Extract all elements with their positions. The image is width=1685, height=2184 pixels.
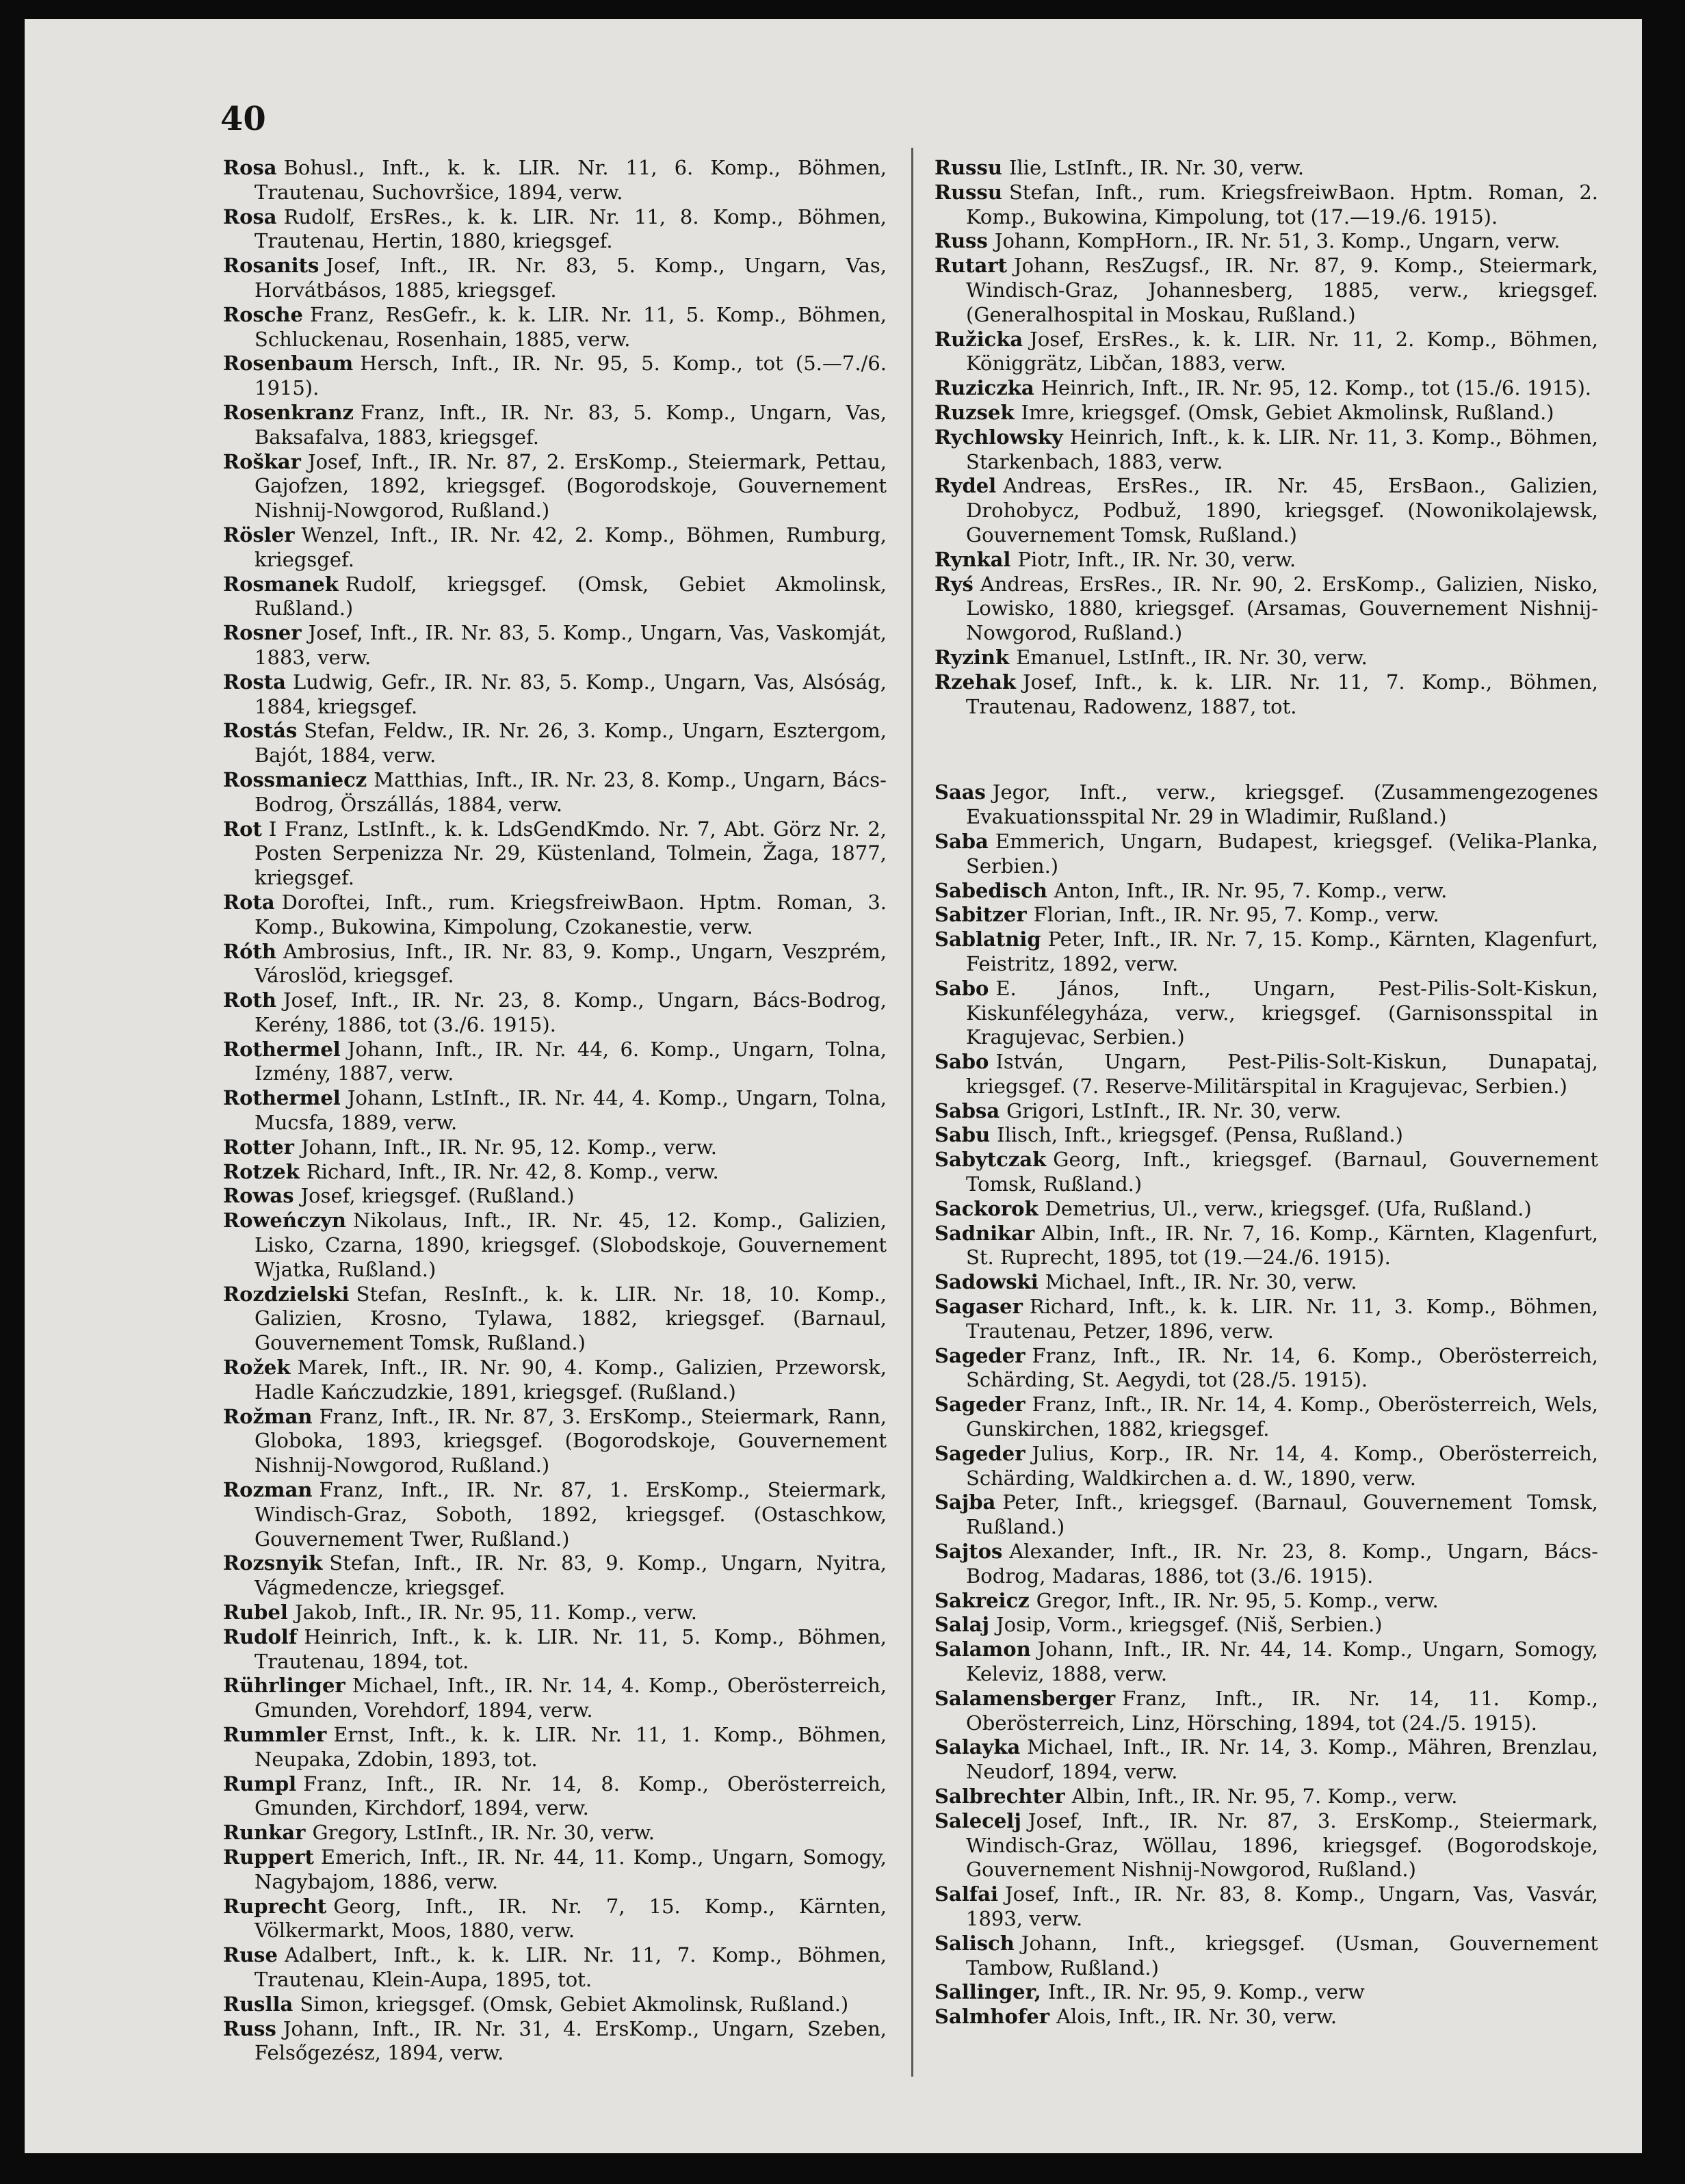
entry-details: Michael, Inft., IR. Nr. 30, verw. xyxy=(1045,1270,1357,1294)
register-entry xyxy=(223,573,887,622)
entry-details: Bohusl., Inft., k. k. LIR. Nr. 11, 6. Komp., Böhmen, Trautenau, Suchovršice, 1894, verw. xyxy=(254,156,887,204)
entry-surname: Sabu xyxy=(935,1123,991,1147)
entry-surname: Russu xyxy=(935,156,1002,179)
entry-details: Jakob, Inft., IR. Nr. 95, 11. Komp., verw. xyxy=(294,1601,698,1624)
entry-surname: Rubel xyxy=(223,1601,288,1624)
register-entry xyxy=(935,1809,1598,1882)
right-column-s-section xyxy=(935,780,1598,2029)
register-entry xyxy=(223,1674,887,1723)
entry-surname: Rowas xyxy=(223,1184,294,1208)
register-entry xyxy=(935,1882,1598,1932)
register-entry xyxy=(223,1086,887,1135)
register-entry xyxy=(935,401,1598,425)
register-entry xyxy=(935,1442,1598,1491)
register-entry xyxy=(223,1821,887,1845)
entry-details: Emerich, Inft., IR. Nr. 44, 11. Komp., Ungarn, Somogy, Nagybajom, 1886, verw. xyxy=(254,1845,887,1893)
entry-details: Anton, Inft., IR. Nr. 95, 7. Komp., verw. xyxy=(1054,878,1448,902)
register-entry xyxy=(223,988,887,1038)
left-column xyxy=(223,156,887,2066)
entry-details: Andreas, ErsRes., IR. Nr. 45, ErsBaon., Galizien, Drohobycz, Podbuž, 1890, kriegsgef. (Nowonikolajewsk, Gouvernement Tomsk, Rußland.) xyxy=(966,474,1598,547)
register-entry xyxy=(935,1050,1598,1099)
entry-details: Josef, kriegsgef. (Rußland.) xyxy=(300,1184,575,1208)
register-entry xyxy=(223,1478,887,1551)
entry-surname: Rostás xyxy=(223,719,298,743)
entry-surname: Salaj xyxy=(935,1613,990,1637)
register-entry xyxy=(223,1405,887,1478)
register-entry xyxy=(935,1637,1598,1687)
entry-surname: Rosa xyxy=(223,156,277,179)
register-entry xyxy=(223,670,887,720)
entry-details: Franz, Inft., IR. Nr. 14, 11. Komp., Oberösterreich, Linz, Hörsching, 1894, tot (24./5. 1915). xyxy=(966,1686,1598,1735)
register-entry xyxy=(223,352,887,401)
register-entry xyxy=(935,780,1598,830)
entry-surname: Salecelj xyxy=(935,1808,1021,1832)
entry-surname: Rožman xyxy=(223,1404,313,1428)
entry-details: Simon, kriegsgef. (Omsk, Gebiet Akmolinsk, Rußland.) xyxy=(300,1992,849,2016)
register-entry xyxy=(935,927,1598,977)
entry-surname: Rudolf xyxy=(223,1624,298,1648)
entry-details: Franz, Inft., IR. Nr. 14, 6. Komp., Oberösterreich, Schärding, St. Aegydi, tot (28./5. 1915). xyxy=(966,1343,1598,1392)
entry-details: Johann, Inft., kriegsgef. (Usman, Gouvernement Tambow, Rußland.) xyxy=(966,1931,1598,1979)
entry-surname: Róth xyxy=(223,939,276,963)
register-entry xyxy=(935,548,1598,573)
register-entry xyxy=(223,940,887,989)
entry-details: Piotr, Inft., IR. Nr. 30, verw. xyxy=(1017,547,1296,571)
entry-details: Heinrich, Inft., k. k. LIR. Nr. 11, 3. Komp., Böhmen, Starkenbach, 1883, verw. xyxy=(966,425,1598,473)
entry-surname: Russ xyxy=(935,229,988,253)
entry-details: Josip, Vorm., kriegsgef. (Niš, Serbien.) xyxy=(996,1613,1383,1637)
entry-details: Doroftei, Inft., rum. KriegsfreiwBaon. Hptm. Roman, 3. Komp., Bukowina, Kimpolung, Czokanestie, verw. xyxy=(254,890,887,938)
register-entry xyxy=(935,328,1598,377)
register-entry xyxy=(223,1625,887,1674)
entry-details: Johann, Inft., IR. Nr. 95, 12. Komp., verw. xyxy=(300,1135,717,1159)
entry-surname: Rotzek xyxy=(223,1159,300,1183)
entry-surname: Sageder xyxy=(935,1343,1026,1367)
register-entry xyxy=(935,1589,1598,1614)
entry-surname: Rožek xyxy=(223,1356,291,1380)
entry-details: Franz, Inft., IR. Nr. 87, 3. ErsKomp., Steiermark, Rann, Globoka, 1893, kriegsgef. (Bogorodskoje, Gouvernement Nishnij-Nowgorod, Rußland.) xyxy=(254,1404,887,1477)
entry-surname: Ruppert xyxy=(223,1845,314,1869)
register-entry xyxy=(223,1135,887,1160)
entry-surname: Rota xyxy=(223,890,275,914)
entry-details: Franz, ResGefr., k. k. LIR. Nr. 11, 5. Komp., Böhmen, Schluckenau, Rosenhain, 1885, verw. xyxy=(254,302,887,351)
entry-surname: Rosche xyxy=(223,302,303,326)
register-entry xyxy=(223,768,887,817)
register-entry xyxy=(935,1687,1598,1736)
entry-details: Peter, Inft., IR. Nr. 7, 15. Komp., Kärnten, Klagenfurt, Feistritz, 1892, verw. xyxy=(966,927,1598,975)
entry-details: Nikolaus, Inft., IR. Nr. 45, 12. Komp., Galizien, Lisko, Czarna, 1890, kriegsgef. (Slobodskoje, Gouvernement Wjatka, Rußland.) xyxy=(254,1209,887,1281)
entry-details: Michael, Inft., IR. Nr. 14, 3. Komp., Mähren, Brenzlau, Neudorf, 1894, verw. xyxy=(966,1735,1598,1784)
entry-details: Johann, KompHorn., IR. Nr. 51, 3. Komp., Ungarn, verw. xyxy=(994,229,1560,253)
entry-surname: Rosenbaum xyxy=(223,352,354,376)
entry-surname: Sajtos xyxy=(935,1540,1003,1564)
register-entry xyxy=(935,156,1598,181)
register-entry xyxy=(223,621,887,670)
entry-surname: Sabsa xyxy=(935,1098,1000,1122)
register-entry xyxy=(935,830,1598,879)
entry-surname: Ruse xyxy=(223,1943,278,1967)
right-column-r-section xyxy=(935,156,1598,719)
register-entry xyxy=(935,1222,1598,1271)
entry-surname: Rosenkranz xyxy=(223,400,354,424)
entry-details: Albin, Inft., IR. Nr. 95, 7. Komp., verw. xyxy=(1071,1785,1458,1808)
entry-surname: Saba xyxy=(935,829,989,853)
entry-details: Ilisch, Inft., kriegsgef. (Pensa, Rußland.) xyxy=(997,1123,1403,1147)
entry-surname: Runkar xyxy=(223,1821,306,1845)
register-entry xyxy=(223,1160,887,1185)
entry-surname: Roweńczyn xyxy=(223,1209,347,1233)
entry-surname: Rutart xyxy=(935,254,1008,278)
entry-surname: Rozdzielski xyxy=(223,1282,350,1306)
entry-details: Alexander, Inft., IR. Nr. 23, 8. Komp., Ungarn, Bács-Bodrog, Madaras, 1886, tot (3./6. 1915). xyxy=(966,1540,1598,1588)
entry-details: Julius, Korp., IR. Nr. 14, 4. Komp., Oberösterreich, Schärding, Waldkirchen a. d. W., 1890, verw. xyxy=(966,1441,1598,1490)
register-entry xyxy=(223,1551,887,1601)
register-entry xyxy=(223,205,887,254)
entry-surname: Rosa xyxy=(223,205,277,228)
entry-details: Hersch, Inft., IR. Nr. 95, 5. Komp., tot (5.—7./6. 1915). xyxy=(254,352,887,400)
register-entry xyxy=(223,1992,887,2017)
register-entry xyxy=(223,1282,887,1356)
register-entry xyxy=(935,573,1598,646)
entry-surname: Roth xyxy=(223,988,276,1012)
entry-details: Rudolf, kriegsgef. (Omsk, Gebiet Akmolinsk, Rußland.) xyxy=(254,572,887,620)
entry-details: Ernst, Inft., k. k. LIR. Nr. 11, 1. Komp., Böhmen, Neupaka, Zdobin, 1893, tot. xyxy=(254,1723,887,1771)
section-gap xyxy=(935,719,1598,780)
register-entry xyxy=(223,1723,887,1772)
entry-surname: Sablatnig xyxy=(935,927,1041,951)
entry-surname: Rosta xyxy=(223,670,286,694)
register-entry xyxy=(935,425,1598,475)
entry-surname: Sackorok xyxy=(935,1196,1039,1220)
register-entry xyxy=(223,817,887,891)
register-entry xyxy=(935,879,1598,904)
register-entry xyxy=(223,1943,887,1992)
entry-surname: Ryzink xyxy=(935,645,1010,669)
entry-surname: Ružicka xyxy=(935,327,1023,351)
register-entry xyxy=(223,401,887,450)
entry-details: Heinrich, Inft., IR. Nr. 95, 12. Komp., tot (15./6. 1915). xyxy=(1041,376,1592,400)
register-entry xyxy=(935,1270,1598,1295)
register-entry xyxy=(935,254,1598,327)
entry-surname: Sadnikar xyxy=(935,1221,1035,1245)
entry-details: Johann, Inft., IR. Nr. 31, 4. ErsKomp., Ungarn, Szeben, Felsőgezész, 1894, verw. xyxy=(254,2016,887,2065)
entry-details: Franz, Inft., IR. Nr. 14, 8. Komp., Oberösterreich, Gmunden, Kirchdorf, 1894, verw. xyxy=(254,1772,887,1820)
entry-surname: Rossmaniecz xyxy=(223,767,367,791)
register-entry xyxy=(935,474,1598,547)
entry-surname: Sabedisch xyxy=(935,878,1047,902)
entry-details: Franz, Inft., IR. Nr. 83, 5. Komp., Ungarn, Vas, Baksafalva, 1883, kriegsgef. xyxy=(254,400,887,449)
entry-surname: Salfai xyxy=(935,1882,999,1906)
entry-surname: Rychlowsky xyxy=(935,425,1063,449)
register-entry xyxy=(935,1613,1598,1637)
register-entry xyxy=(935,1735,1598,1785)
entry-surname: Rot xyxy=(223,817,262,841)
entry-surname: Rotter xyxy=(223,1135,294,1159)
entry-surname: Rosner xyxy=(223,621,302,645)
entry-surname: Salamon xyxy=(935,1637,1031,1661)
register-entry xyxy=(935,1148,1598,1197)
entry-surname: Rothermel xyxy=(223,1086,341,1110)
entry-surname: Rührlinger xyxy=(223,1674,345,1698)
register-entry xyxy=(223,2017,887,2066)
entry-details: Josef, Inft., IR. Nr. 23, 8. Komp., Ungarn, Bács-Bodrog, Kerény, 1886, tot (3./6. 1915). xyxy=(254,988,887,1036)
entry-surname: Rynkal xyxy=(935,547,1011,571)
entry-details: Florian, Inft., IR. Nr. 95, 7. Komp., verw. xyxy=(1033,903,1439,927)
entry-details: Franz, Inft., IR. Nr. 87, 1. ErsKomp., Steiermark, Windisch-Graz, Soboth, 1892, kriegsgef. (Ostaschkow, Gouvernement Twer, Rußland.) xyxy=(254,1478,887,1551)
entry-details: Franz, Inft., IR. Nr. 14, 4. Komp., Oberösterreich, Wels, Gunskirchen, 1882, kriegsgef. xyxy=(966,1393,1598,1441)
register-entry xyxy=(223,303,887,352)
entry-details: Wenzel, Inft., IR. Nr. 42, 2. Komp., Böhmen, Rumburg, kriegsgef. xyxy=(254,523,887,571)
entry-surname: Rosanits xyxy=(223,254,319,278)
page-number: 40 xyxy=(220,100,266,138)
register-entry xyxy=(935,1123,1598,1148)
entry-details: Emanuel, LstInft., IR. Nr. 30, verw. xyxy=(1016,645,1368,669)
register-entry xyxy=(223,1184,887,1209)
entry-details: Johann, Inft., IR. Nr. 44, 6. Komp., Ungarn, Tolna, Izmény, 1887, verw. xyxy=(254,1037,887,1086)
register-entry xyxy=(223,254,887,303)
entry-details: Johann, LstInft., IR. Nr. 44, 4. Komp., Ungarn, Tolna, Mucsfa, 1889, verw. xyxy=(254,1086,887,1135)
entry-details: Andreas, ErsRes., IR. Nr. 90, 2. ErsKomp., Galizien, Nisko, Lowisko, 1880, kriegsgef. (Arsamas, Gouvernement Nishnij-Nowgorod, Rußland.) xyxy=(966,572,1598,645)
register-entry xyxy=(935,1932,1598,1981)
entry-details: Josef, Inft., IR. Nr. 83, 5. Komp., Ungarn, Vas, Horvátbásos, 1885, kriegsgef. xyxy=(254,254,887,302)
register-entry xyxy=(935,2005,1598,2029)
register-entry xyxy=(935,646,1598,670)
entry-surname: Sabo xyxy=(935,976,989,1000)
register-entry xyxy=(935,670,1598,720)
entry-surname: Russu xyxy=(935,180,1002,204)
entry-details: Stefan, ResInft., k. k. LIR. Nr. 18, 10. Komp., Galizien, Krosno, Tylawa, 1882, kriegsgef. (Barnaul, Gouvernement Tomsk, Rußland.) xyxy=(254,1282,887,1355)
entry-surname: Sabo xyxy=(935,1050,989,1074)
entry-details: Gregory, LstInft., IR. Nr. 30, verw. xyxy=(312,1821,655,1845)
entry-details: Josef, Inft., IR. Nr. 83, 8. Komp., Ungarn, Vas, Vasvár, 1893, verw. xyxy=(966,1882,1598,1930)
entry-surname: Rydel xyxy=(935,474,997,498)
entry-surname: Sallinger, xyxy=(935,1980,1041,2004)
entry-surname: Sabitzer xyxy=(935,903,1027,927)
register-entry xyxy=(935,1099,1598,1124)
entry-surname: Sagaser xyxy=(935,1295,1023,1319)
entry-details: Gregor, Inft., IR. Nr. 95, 5. Komp., verw. xyxy=(1036,1588,1439,1612)
entry-surname: Sageder xyxy=(935,1393,1026,1417)
entry-surname: Rzehak xyxy=(935,670,1016,694)
entry-details: Richard, Inft., IR. Nr. 42, 8. Komp., verw. xyxy=(306,1159,719,1183)
register-entry xyxy=(223,1845,887,1895)
entry-surname: Salisch xyxy=(935,1931,1015,1955)
entry-details: Johann, Inft., IR. Nr. 44, 14. Komp., Ungarn, Somogy, Keleviz, 1888, verw. xyxy=(966,1637,1598,1686)
entry-details: Johann, ResZugsf., IR. Nr. 87, 9. Komp., Steiermark, Windisch-Graz, Johannesberg, 1885, verw., kriegsgef. (Generalhospital in Moskau, Rußland.) xyxy=(966,254,1598,326)
entry-details: Stefan, Inft., rum. KriegsfreiwBaon. Hptm. Roman, 2. Komp., Bukowina, Kimpolung, tot (17.—19./6. 1915). xyxy=(966,180,1598,228)
entry-details: Georg, Inft., kriegsgef. (Barnaul, Gouvernement Tomsk, Rußland.) xyxy=(966,1148,1598,1196)
entry-details: Grigori, LstInft., IR. Nr. 30, verw. xyxy=(1006,1098,1342,1122)
register-entry xyxy=(223,523,887,573)
entry-details: Inft., IR. Nr. 95, 9. Komp., verw xyxy=(1047,1980,1365,2004)
entry-surname: Roškar xyxy=(223,449,301,473)
register-entry xyxy=(223,891,887,940)
entry-details: Heinrich, Inft., k. k. LIR. Nr. 11, 5. Komp., Böhmen, Trautenau, 1894, tot. xyxy=(254,1624,887,1673)
entry-details: Demetrius, Ul., verw., kriegsgef. (Ufa, Rußland.) xyxy=(1045,1196,1532,1220)
register-entry xyxy=(223,1209,887,1282)
register-entry xyxy=(935,1785,1598,1809)
right-column xyxy=(935,156,1598,2029)
entry-surname: Rumpl xyxy=(223,1772,297,1795)
entry-surname: Russ xyxy=(223,2016,276,2040)
entry-surname: Rummler xyxy=(223,1723,327,1746)
entry-surname: Rozman xyxy=(223,1478,313,1502)
register-entry xyxy=(223,1772,887,1821)
register-entry xyxy=(935,977,1598,1050)
entry-surname: Ruprecht xyxy=(223,1894,327,1918)
entry-surname: Rosmanek xyxy=(223,572,339,596)
entry-details: Ludwig, Gefr., IR. Nr. 83, 5. Komp., Ungarn, Vas, Alsóság, 1884, kriegsgef. xyxy=(254,670,887,718)
entry-surname: Ruslla xyxy=(223,1992,293,2016)
entry-details: Josef, Inft., IR. Nr. 83, 5. Komp., Ungarn, Vas, Vaskomját, 1883, verw. xyxy=(254,621,887,669)
entry-surname: Sabytczak xyxy=(935,1148,1047,1172)
register-entry xyxy=(223,1601,887,1625)
entry-details: Jegor, Inft., verw., kriegsgef. (Zusammengezogenes Evakuationsspital Nr. 29 in Wladimir, Rußland.) xyxy=(966,780,1598,829)
entry-details: Peter, Inft., kriegsgef. (Barnaul, Gouvernement Tomsk, Rußland.) xyxy=(966,1490,1598,1539)
register-entry xyxy=(935,1980,1598,2005)
entry-surname: Ryś xyxy=(935,572,974,596)
entry-surname: Salayka xyxy=(935,1735,1021,1759)
register-entry xyxy=(223,719,887,768)
entry-details: E. János, Inft., Ungarn, Pest-Pilis-Solt-Kiskun, Kiskunfélegyháza, verw., kriegsgef. (Garnisonsspital in Kragujevac, Serbien.) xyxy=(966,976,1598,1049)
entry-surname: Salmhofer xyxy=(935,2005,1050,2029)
entry-surname: Saas xyxy=(935,780,986,804)
entry-details: Josef, Inft., IR. Nr. 87, 3. ErsKomp., Steiermark, Windisch-Graz, Wöllau, 1896, kriegsgef. (Bogorodskoje, Gouvernement Nishnij-Nowgorod, Rußland.) xyxy=(966,1808,1598,1882)
entry-details: Stefan, Inft., IR. Nr. 83, 9. Komp., Ungarn, Nyitra, Vágmedencze, kriegsgef. xyxy=(254,1551,887,1600)
register-entry xyxy=(935,1344,1598,1393)
entry-details: Matthias, Inft., IR. Nr. 23, 8. Komp., Ungarn, Bács-Bodrog, Örszállás, 1884, verw. xyxy=(254,767,887,816)
entry-surname: Rösler xyxy=(223,523,295,547)
entry-details: Emmerich, Ungarn, Budapest, kriegsgef. (Velika-Planka, Serbien.) xyxy=(966,829,1598,878)
entry-details: Michael, Inft., IR. Nr. 14, 4. Komp., Oberösterreich, Gmunden, Vorehdorf, 1894, verw. xyxy=(254,1674,887,1722)
register-entry xyxy=(935,1197,1598,1222)
entry-surname: Salbrechter xyxy=(935,1785,1065,1808)
entry-details: Albin, Inft., IR. Nr. 7, 16. Komp., Kärnten, Klagenfurt, St. Ruprecht, 1895, tot (19.—24./6. 1915). xyxy=(966,1221,1598,1269)
entry-surname: Rothermel xyxy=(223,1037,341,1061)
register-entry xyxy=(223,1038,887,1087)
register-entry xyxy=(223,156,887,205)
entry-surname: Sadowski xyxy=(935,1270,1039,1294)
entry-details: István, Ungarn, Pest-Pilis-Solt-Kiskun, Dunapataj, kriegsgef. (7. Reserve-Militärspital in Kragujevac, Serbien.) xyxy=(966,1050,1598,1098)
register-entry xyxy=(935,1540,1598,1589)
entry-surname: Sageder xyxy=(935,1441,1026,1465)
entry-details: Josef, Inft., IR. Nr. 87, 2. ErsKomp., Steiermark, Pettau, Gajofzen, 1892, kriegsgef. (Bogorodskoje, Gouvernement Nishnij-Nowgorod, Rußland.) xyxy=(254,449,887,523)
register-entry xyxy=(223,450,887,523)
entry-surname: Ruziczka xyxy=(935,376,1034,400)
entry-details: Stefan, Feldw., IR. Nr. 26, 3. Komp., Ungarn, Esztergom, Bajót, 1884, verw. xyxy=(254,719,887,767)
register-entry xyxy=(935,181,1598,230)
entry-details: Alois, Inft., IR. Nr. 30, verw. xyxy=(1056,2005,1337,2029)
register-entry xyxy=(935,903,1598,927)
register-entry xyxy=(935,376,1598,401)
entry-surname: Salamensberger xyxy=(935,1686,1116,1710)
entry-details: Marek, Inft., IR. Nr. 90, 4. Komp., Galizien, Przeworsk, Hadle Kańczudzkie, 1891, kriegsgef. (Rußland.) xyxy=(254,1356,887,1404)
register-entry xyxy=(935,1295,1598,1344)
register-entry xyxy=(223,1895,887,1944)
entry-surname: Sakreicz xyxy=(935,1588,1030,1612)
register-entry xyxy=(223,1356,887,1405)
entry-details: Ambrosius, Inft., IR. Nr. 83, 9. Komp., Ungarn, Veszprém, Városlöd, kriegsgef. xyxy=(254,939,887,988)
entry-details: Georg, Inft., IR. Nr. 7, 15. Komp., Kärnten, Völkermarkt, Moos, 1880, verw. xyxy=(254,1894,887,1943)
register-entry xyxy=(935,1393,1598,1442)
entry-details: Ilie, LstInft., IR. Nr. 30, verw. xyxy=(1008,156,1305,179)
entry-surname: Sajba xyxy=(935,1490,996,1514)
register-entry xyxy=(935,229,1598,254)
entry-details: Josef, Inft., k. k. LIR. Nr. 11, 7. Komp., Böhmen, Trautenau, Radowenz, 1887, tot. xyxy=(966,670,1598,718)
entry-details: I Franz, LstInft., k. k. LdsGendKmdo. Nr. 7, Abt. Görz Nr. 2, Posten Serpenizza Nr. 29, Küstenland, Tolmein, Žaga, 1877, kriegsgef. xyxy=(254,817,887,890)
scanned-page xyxy=(25,19,1642,2153)
register-entry xyxy=(935,1490,1598,1540)
entry-details: Rudolf, ErsRes., k. k. LIR. Nr. 11, 8. Komp., Böhmen, Trautenau, Hertin, 1880, kriegsgef. xyxy=(254,205,887,253)
entry-details: Imre, kriegsgef. (Omsk, Gebiet Akmolinsk, Rußland.) xyxy=(1021,400,1554,424)
entry-details: Adalbert, Inft., k. k. LIR. Nr. 11, 7. Komp., Böhmen, Trautenau, Klein-Aupa, 1895, tot. xyxy=(254,1943,887,1991)
entry-details: Josef, ErsRes., k. k. LIR. Nr. 11, 2. Komp., Böhmen, Königgrätz, Libčan, 1883, verw. xyxy=(966,327,1598,376)
entry-details: Richard, Inft., k. k. LIR. Nr. 11, 3. Komp., Böhmen, Trautenau, Petzer, 1896, verw. xyxy=(966,1295,1598,1343)
entry-surname: Rozsnyik xyxy=(223,1551,323,1575)
entry-surname: Ruzsek xyxy=(935,400,1015,424)
column-divider xyxy=(911,148,913,2077)
